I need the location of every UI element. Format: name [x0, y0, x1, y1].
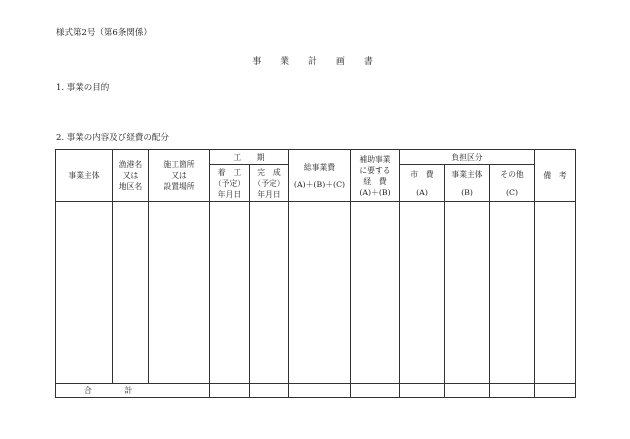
total-city-cost [400, 384, 445, 398]
total-total-cost [289, 384, 351, 398]
header-remarks: 備 考 [535, 150, 576, 202]
section-purpose-heading: 1. 事業の目的 [56, 83, 110, 93]
total-completion-date [250, 384, 289, 398]
cell-completion-date [250, 202, 289, 384]
cell-city-cost [400, 202, 445, 384]
cell-entity-cost [445, 202, 490, 384]
header-start-date: 着 工 （予定） 年月日 [210, 165, 250, 202]
header-burden-division: 負担区分 [400, 150, 535, 165]
total-label: 合 計 [56, 384, 210, 398]
header-site: 施工箇所 又は 設置場所 [149, 150, 210, 202]
document-title: 事 業 計 画 書 [252, 57, 378, 67]
cell-site [149, 202, 210, 384]
header-city-cost: 市 費 (A) [400, 165, 445, 202]
header-port-area: 漁港名 又は 地区名 [113, 150, 149, 202]
cell-remarks [535, 202, 576, 384]
total-subsidy-cost [351, 384, 400, 398]
total-remarks [535, 384, 576, 398]
cell-port-area [113, 202, 149, 384]
total-other-cost [490, 384, 535, 398]
cell-business-entity [56, 202, 113, 384]
cell-total-cost [289, 202, 351, 384]
form-number: 様式第2号（第6条関係） [56, 28, 152, 38]
total-entity-cost [445, 384, 490, 398]
header-completion-date: 完 成 （予定） 年月日 [250, 165, 289, 202]
table-body-row [56, 202, 576, 384]
total-row [56, 384, 576, 398]
business-plan-table [55, 149, 576, 398]
header-subsidy-cost: 補助事業 に要する 経 費 (A)＋(B) [351, 150, 400, 202]
cell-start-date [210, 202, 250, 384]
cell-subsidy-cost [351, 202, 400, 384]
header-entity-cost: 事業主体 (B) [445, 165, 490, 202]
section-content-heading: 2. 事業の内容及び経費の配分 [56, 133, 169, 143]
header-total-cost: 総事業費 (A)＋(B)＋(C) [289, 150, 351, 202]
cell-other-cost [490, 202, 535, 384]
header-business-entity: 事業主体 [56, 150, 113, 202]
header-other-cost: その他 (C) [490, 165, 535, 202]
header-schedule: 工 期 [210, 150, 289, 165]
total-start-date [210, 384, 250, 398]
